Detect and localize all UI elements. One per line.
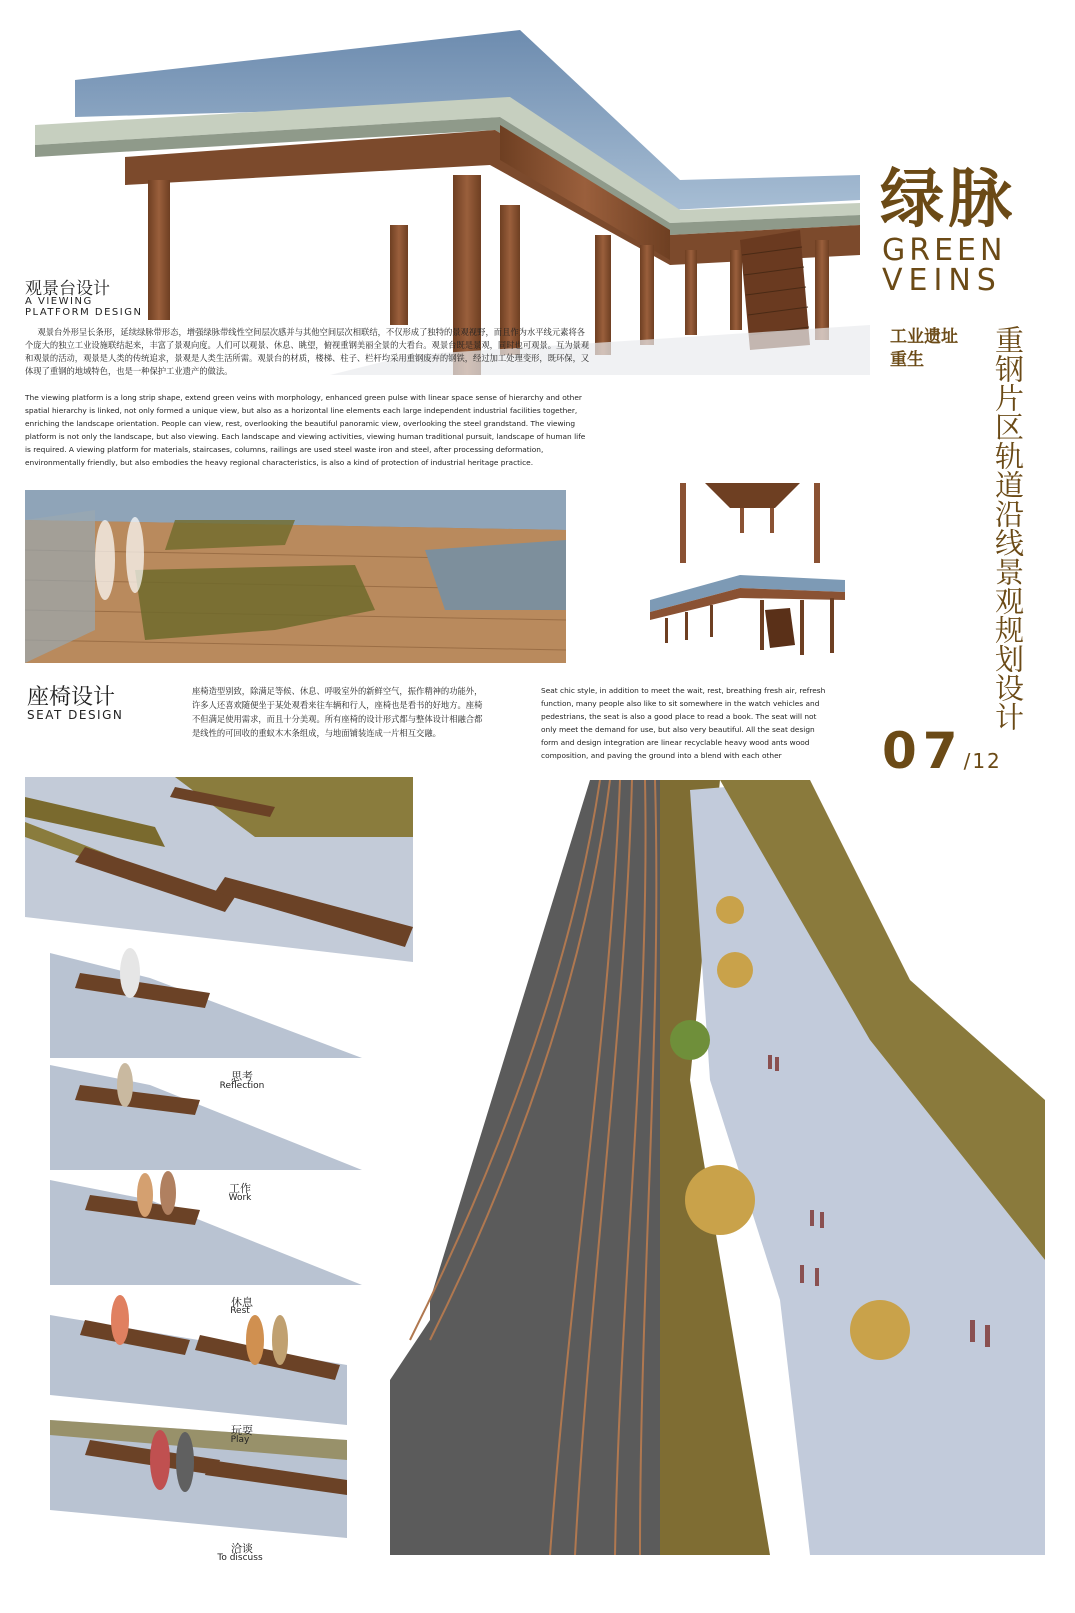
subtitle-line-2: 重生: [890, 350, 924, 370]
bench-scene-play: [50, 1295, 347, 1425]
seat-heading-cn: 座椅设计: [27, 685, 116, 710]
bench-label-en-0: Reflection: [219, 1081, 265, 1091]
page-total: /12: [963, 749, 1002, 773]
bench-scene-work: [50, 1045, 362, 1170]
bench-label-cn-1: 工作: [229, 1182, 251, 1195]
brand-title-cn: 绿脉: [880, 162, 1016, 237]
bench-label-cn-0: 思考: [231, 1070, 253, 1083]
platform-body-cn: 观景台外形呈长条形，延续绿脉带形态，增强绿脉带线性空间层次感并与其他空间层次相联结，不仅形成了独特的景观视野，而且作为水平线元素将各个庞大的独立工业设施联结起来，丰富了景观向度。人们可以观景、休息、眺望，俯视重钢美丽全景的大看台。观景台既是景观，同时也可观景。互为景观和观景的活动，观景是人类的传统追求，景观是人类生活所需。观景台的材质，楼梯、柱子、栏杆均采用重钢废弃的钢铁，经过加工处理变形，既环保，又体现了重钢的地域特色，也是一种保护工业遗产的做法。: [25, 327, 590, 376]
bench-label-en-2: Rest: [230, 1306, 250, 1316]
bench-label-en-1: Work: [228, 1193, 252, 1203]
brand-title-en-1: GREEN: [882, 233, 1007, 268]
subtitle-line-1: 工业遗址: [890, 327, 958, 347]
seat-body-cn: 座椅造型别致，除满足等候、休息、呼吸室外的新鲜空气，振作精神的功能外，许多人还喜欢随便坐于某处观看来往车辆和行人，座椅也是看书的好地方。座椅不但满足使用需求，而且十分美观。所有座椅的设计形式都与整体设计相融合都是线性的可回收的重蚁木木条组成，与地面铺装连成一片相互交融。: [192, 686, 483, 738]
seat-body-en: Seat chic style, in addition to meet the wait, rest, breathing fresh air, refresh function, many people also like to sit somewhere in the watch vehicles and pedestrians, the seat is also a good place to read a book. The seat will not only meet the demand for use, but also very beautiful. All the seat design form and design integration are linear recyclable heavy wood ants wood composition, and paving the ground into a blend with each other: [541, 686, 826, 760]
bench-label-cn-2: 休息: [231, 1296, 253, 1309]
platform-overview-view: [650, 570, 850, 660]
bench-scene-discuss: [50, 1420, 347, 1538]
platform-heading-en-2: PLATFORM DESIGN: [25, 307, 143, 318]
page-current: 07: [882, 722, 964, 780]
rail-corridor-rendering: [390, 780, 1045, 1555]
platform-body-en: The viewing platform is a long strip shape, extend green veins with morphology, enhanced green pulse with linear space sense of hierarchy and other spatial hierarchy is linked, not only formed a unique view, but also as a horizontal line elements each large independent industrial facilities together, enriching the landscape orientation. People can view, rest, overlooking the beautiful panoramic view, overlooking the steel grandstand. The viewing platform is not only the landscape, but also viewing. Each landscape and viewing activities, viewing human traditional pursuit, landscape of human life is required. A viewing platform for materials, staircases, columns, railings are used steel waste iron and steel, after processing deformation, environmentally friendly, but also embodies the heavy regional characteristics, is also a kind of protection of industrial heritage practice.: [25, 393, 586, 467]
bench-overview-rendering: [25, 777, 413, 962]
bench-label-en-3: Play: [230, 1435, 250, 1445]
vertical-project-title: 重钢片区轨道沿线景观规划设计: [991, 325, 1025, 731]
platform-heading-cn: 观景台设计: [25, 279, 110, 299]
bench-label-cn-4: 洽谈: [231, 1542, 253, 1555]
bench-scene-rest: [50, 1160, 362, 1285]
brand-title-en-2: VEINS: [882, 263, 1002, 298]
platform-heading-en-1: A VIEWING: [25, 296, 93, 307]
page-number: [882, 722, 1002, 780]
platform-underside-view: [680, 483, 820, 563]
seat-heading-en: SEAT DESIGN: [27, 708, 124, 722]
viewing-platform-rendering: [30, 25, 870, 375]
bench-label-en-4: To discuss: [217, 1553, 263, 1563]
platform-deck-rendering: [25, 490, 566, 663]
bench-label-cn-3: 玩耍: [231, 1424, 253, 1437]
